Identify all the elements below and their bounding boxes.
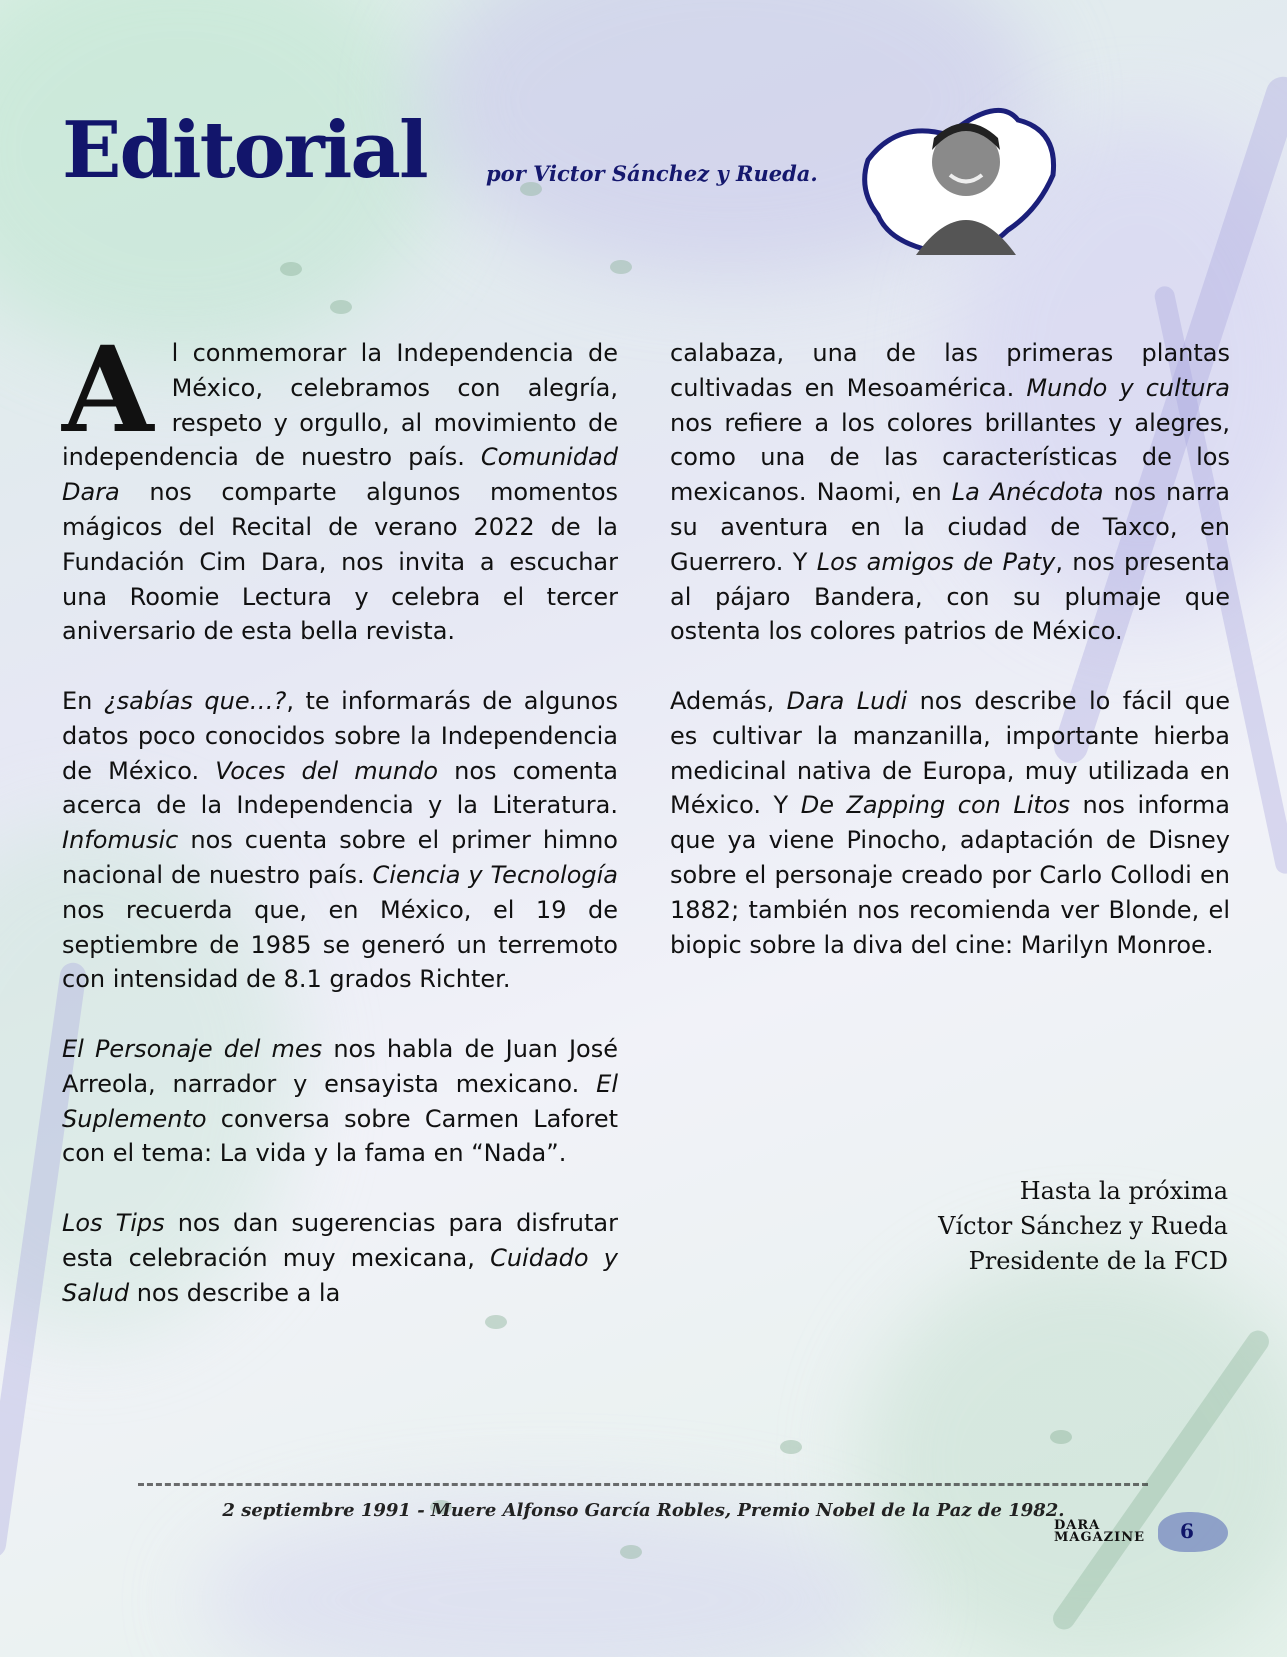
text-run: nos dan sugerencias para disfrutar esta celebración muy mexicana, xyxy=(62,1208,618,1272)
text-run: nos comenta acerca de la Independencia y la Literatura. xyxy=(62,756,618,820)
section-name: El Suplemento xyxy=(62,1069,618,1133)
article-column-left xyxy=(62,320,618,1345)
section-name: Voces del mundo xyxy=(215,756,439,785)
text-run: conversa sobre Carmen Laforet con el tema: La vida y la fama en “Nada”. xyxy=(62,1104,618,1168)
page-title: Editorial xyxy=(62,105,427,196)
section-name: Infomusic xyxy=(62,826,179,855)
text-run: calabaza, una de las primeras plantas cultivadas en Mesoamérica. xyxy=(670,339,1230,402)
text-run: nos informa que ya viene Pinocho, adaptación de Disney sobre el personaje creado por Carlo Collodi en 1882; también nos recomienda ver Blonde, el biopic sobre la diva del cine: Marilyn Monroe. xyxy=(670,791,1230,959)
paragraph xyxy=(62,320,618,649)
paragraph xyxy=(670,336,1230,649)
paragraph xyxy=(62,1032,618,1171)
text-run: l conmemorar la Independencia de México, celebramos con alegría, respeto y orgullo, al movimiento de independencia de nuestro país. xyxy=(62,339,618,472)
section-name: Los amigos de Paty xyxy=(816,547,1056,576)
text-run: nos describe lo fácil que es cultivar la manzanilla, importante hierba medicinal nativa de Europa, muy utilizada en México. Y xyxy=(670,686,1230,820)
text-run: nos describe a la xyxy=(129,1278,341,1307)
section-name: Los Tips xyxy=(62,1208,165,1237)
signoff-role: Presidente de la FCD xyxy=(968,1247,1228,1275)
text-run: En xyxy=(62,686,104,715)
text-run: nos refiere a los colores brillantes y alegres, como una de las características de los mexicanos. Naomi, en xyxy=(670,408,1230,507)
text-run: nos cuenta sobre el primer himno nacional de nuestro país. xyxy=(62,826,618,889)
section-name: Ciencia y Tecnología xyxy=(372,860,618,889)
page-number: 6 xyxy=(1180,1519,1194,1543)
logo-line-1: DARA xyxy=(1054,1518,1101,1533)
section-name: Dara Ludi xyxy=(786,686,908,715)
article-column-right xyxy=(670,336,1230,997)
section-name: El Personaje del mes xyxy=(62,1034,323,1063)
logo-line-2: MAGAZINE xyxy=(1054,1530,1146,1545)
footer-note: 2 septiembre 1991 - Muere Alfonso García Robles, Premio Nobel de la Paz de 1982. xyxy=(222,1500,1065,1521)
text-run: nos comparte algunos momentos mágicos del Recital de verano 2022 de la Fundación Cim Dara, nos invita a escuchar una Roomie Lectura y celebra el tercer aniversario de esta bella revista. xyxy=(62,478,618,646)
section-name: ¿sabías que…? xyxy=(103,686,287,715)
author-byline: por Victor Sánchez y Rueda. xyxy=(486,161,818,186)
text-run: nos narra su aventura en la ciudad de Taxco, en Guerrero. Y xyxy=(670,478,1230,576)
text-run: , nos presenta al pájaro Bandera, con su plumaje que ostenta los colores patrios de México. xyxy=(670,547,1230,646)
paragraph xyxy=(62,684,618,997)
text-run: nos habla de Juan José Arreola, narrador y ensayista mexicano. xyxy=(62,1034,618,1098)
signoff-greeting: Hasta la próxima xyxy=(1019,1177,1228,1205)
drop-cap: A xyxy=(62,320,154,459)
section-name: La Anécdota xyxy=(951,478,1104,507)
text-run: Además, xyxy=(670,686,787,715)
section-name: Comunidad Dara xyxy=(62,443,618,507)
text-run: nos recuerda que, en México, el 19 de septiembre de 1985 se generó un terremoto con intensidad de 8.1 grados Richter. xyxy=(62,895,618,994)
text-run: , te informarás de algunos datos poco conocidos sobre la Independencia de México. xyxy=(62,686,618,785)
paragraph xyxy=(62,1206,618,1310)
footer-divider xyxy=(138,1483,1148,1486)
signoff-name: Víctor Sánchez y Rueda xyxy=(938,1212,1228,1240)
section-name: Cuidado y Salud xyxy=(62,1243,618,1307)
magazine-logo xyxy=(1054,1520,1145,1544)
section-name: Mundo y cultura xyxy=(1026,373,1230,402)
paragraph xyxy=(670,684,1230,962)
author-portrait xyxy=(858,90,1058,265)
signoff-block xyxy=(938,1174,1228,1279)
section-name: De Zapping con Litos xyxy=(800,791,1070,820)
